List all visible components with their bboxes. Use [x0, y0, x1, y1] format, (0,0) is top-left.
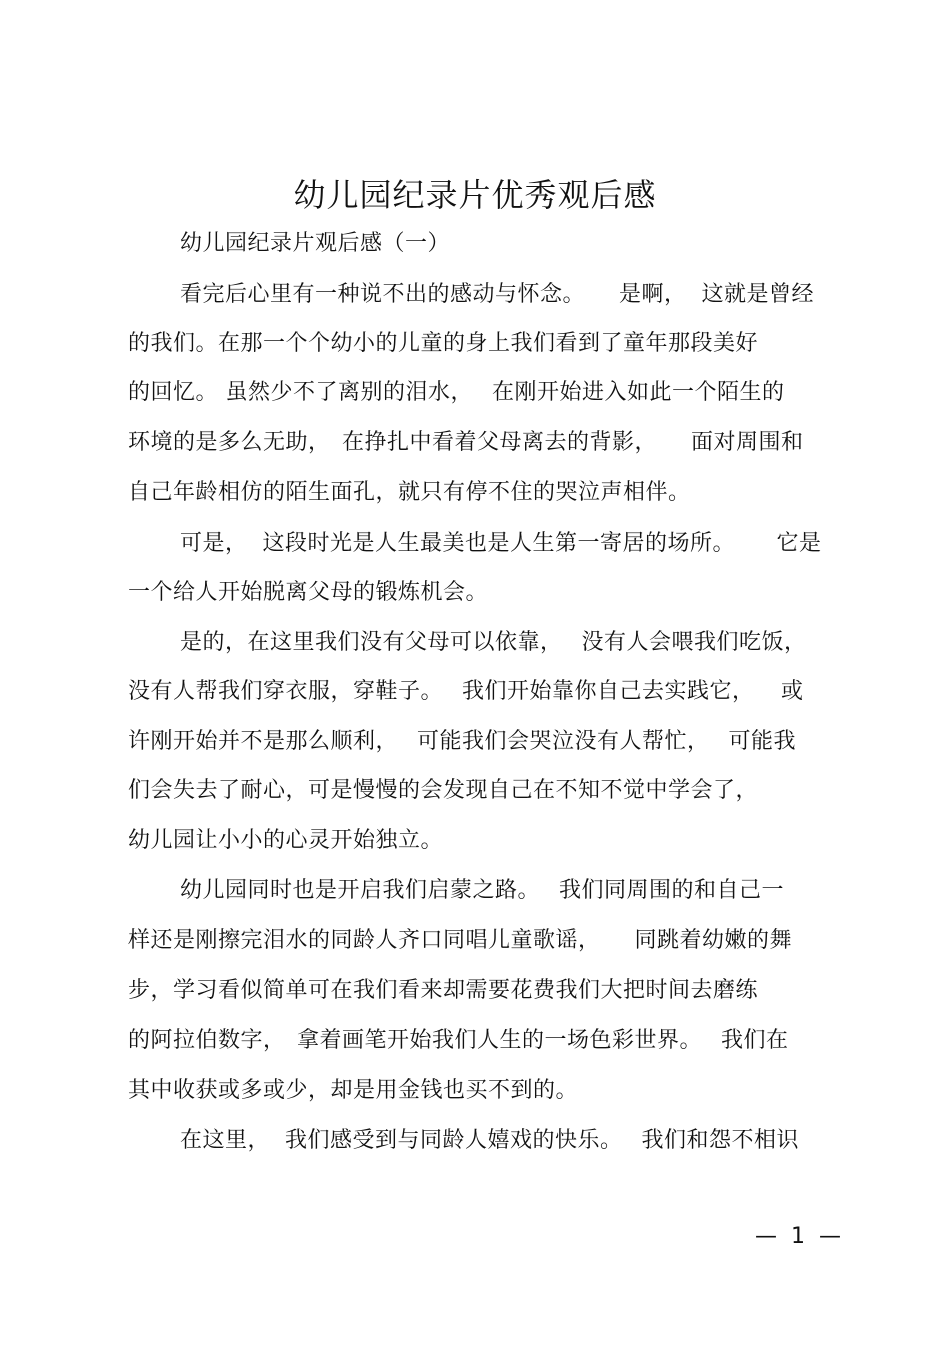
paragraph-line: 幼儿园让小小的心灵开始独立。 — [128, 828, 444, 853]
paragraph-line: 的阿拉伯数字， 拿着画笔开始我们人生的一场色彩世界。 我们在 — [128, 1028, 789, 1053]
paragraph-line: 们会失去了耐心，可是慢慢的会发现自己在不知不觉中学会了， — [128, 778, 759, 803]
paragraph-line: 没有人帮我们穿衣服，穿鞋子。 我们开始靠你自己去实践它， 或 — [128, 679, 804, 704]
paragraph-line: 步，学习看似简单可在我们看来却需要花费我们大把时间去磨练 — [128, 978, 759, 1003]
paragraph-line: 看完后心里有一种说不出的感动与怀念。 是啊， 这就是曾经 — [180, 282, 814, 307]
paragraph-line: 自己年龄相仿的陌生面孔，就只有停不住的哭泣声相伴。 — [128, 480, 691, 505]
paragraph-line: 的回忆。 虽然少不了离别的泪水， 在刚开始进入如此一个陌生的 — [128, 380, 785, 405]
paragraph-line: 可是， 这段时光是人生最美也是人生第一寄居的场所。 它是 — [180, 531, 822, 556]
document-title: 幼儿园纪录片优秀观后感 — [293, 176, 657, 214]
paragraph-line: 在这里， 我们感受到与同龄人嬉戏的快乐。 我们和怨不相识 — [180, 1128, 799, 1153]
paragraph-line: 一个给人开始脱离父母的锻炼机会。 — [128, 580, 489, 605]
page-number: — 1 — — [755, 1224, 841, 1249]
section-heading: 幼儿园纪录片观后感（一） — [180, 231, 451, 256]
paragraph-line: 环境的是多么无助， 在挣扎中看着父母离去的背影， 面对周围和 — [128, 430, 804, 455]
paragraph-line: 样还是刚擦完泪水的同龄人齐口同唱儿童歌谣， 同跳着幼嫩的舞 — [128, 928, 793, 953]
paragraph-line: 许刚开始并不是那么顺利， 可能我们会哭泣没有人帮忙， 可能我 — [128, 729, 796, 754]
paragraph-line: 的我们。在那一个个幼小的儿童的身上我们看到了童年那段美好 — [128, 331, 759, 356]
paragraph-line: 幼儿园同时也是开启我们启蒙之路。 我们同周围的和自己一 — [180, 878, 784, 903]
paragraph-line: 其中收获或多或少，却是用金钱也买不到的。 — [128, 1078, 579, 1103]
paragraph-line: 是的，在这里我们没有父母可以依靠， 没有人会喂我们吃饭， — [180, 630, 807, 655]
